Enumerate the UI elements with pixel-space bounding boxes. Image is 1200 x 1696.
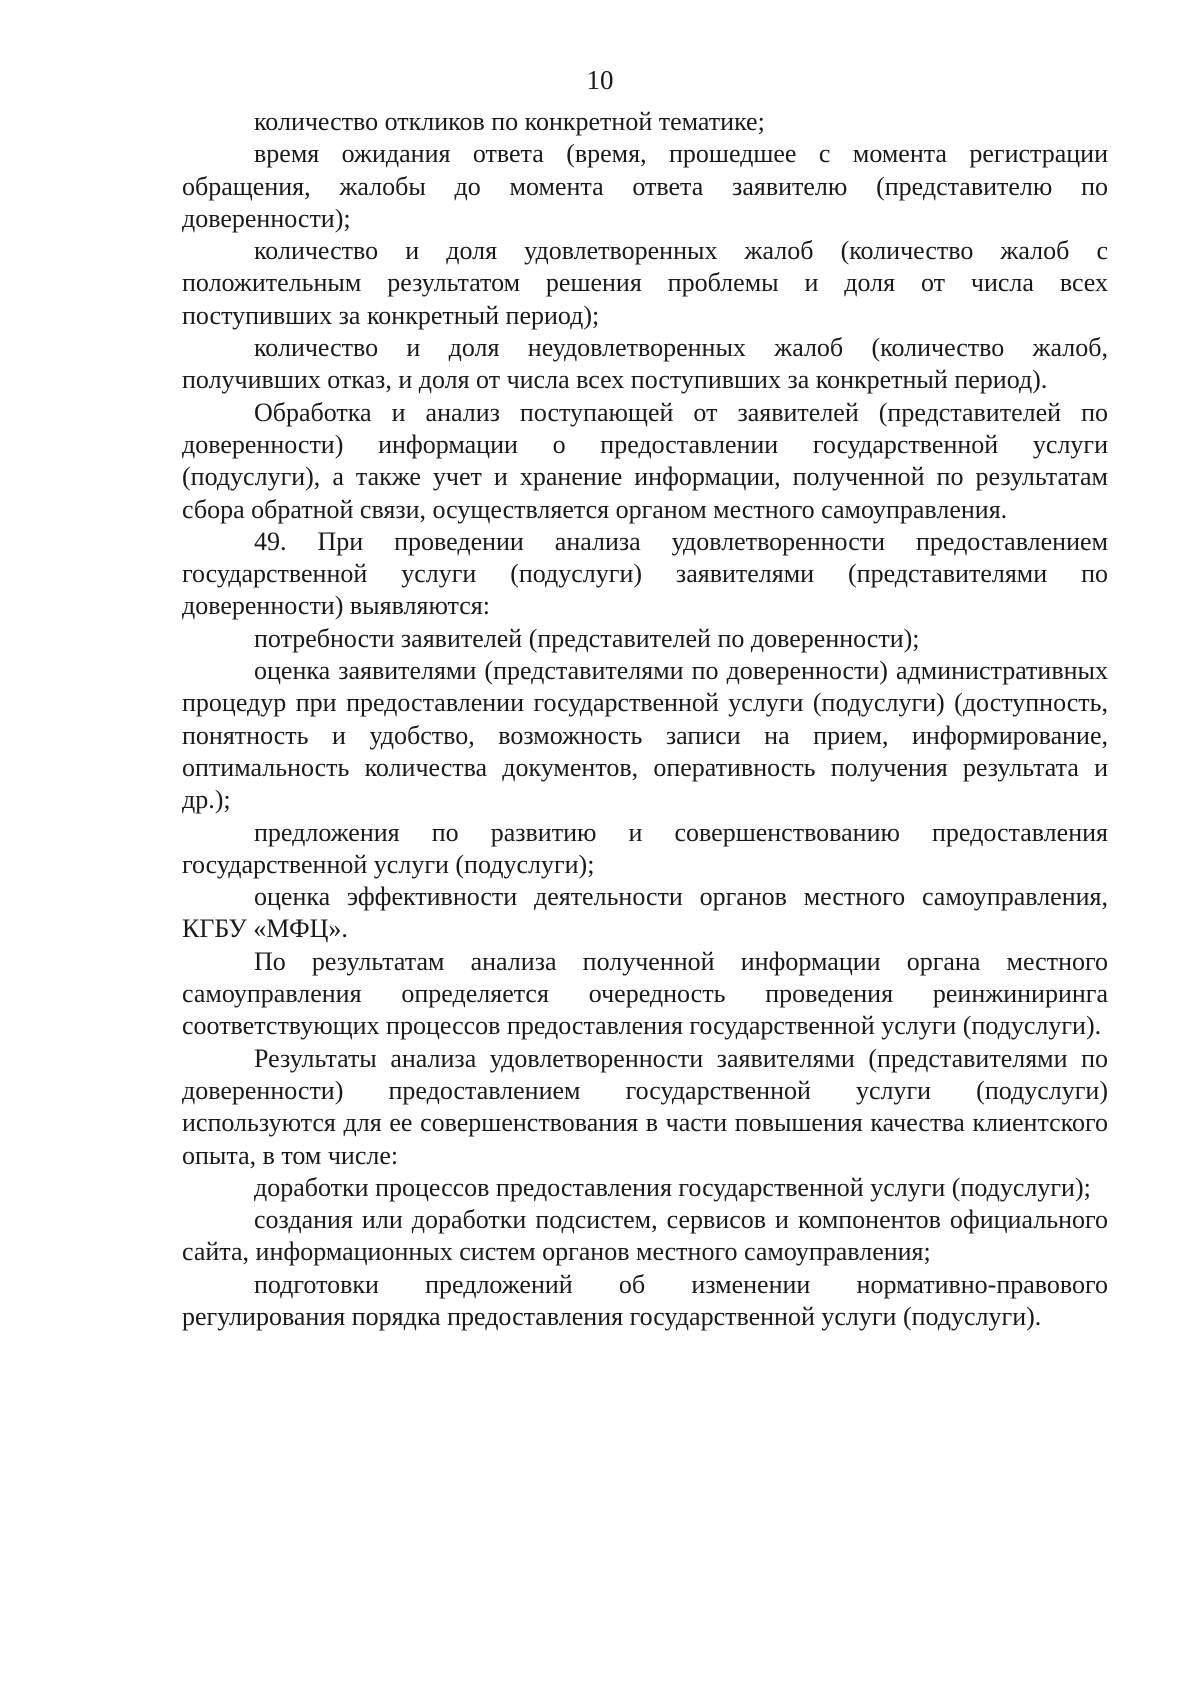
paragraph: количество и доля удовлетворенных жалоб (количество жалоб с положительным результатом решения проблемы и доля от числа всех поступивших за конкретный период); — [182, 236, 1108, 330]
paragraph: подготовки предложений об изменении нормативно-правового регулирования порядка предоставления государственной услуги (подуслуги). — [182, 1269, 1108, 1331]
paragraph: предложения по развитию и совершенствованию предоставления государственной услуги (подуслуги); — [182, 817, 1108, 879]
paragraph: По результатам анализа полученной информации органа местного самоуправления определяется очередность проведения реинжиниринга соответствующих процессов предоставления государственной услуги (подуслуги). — [182, 946, 1108, 1041]
paragraph: потребности заявителей (представителей по доверенности); — [254, 623, 920, 653]
page-number: 10 — [586, 65, 614, 95]
paragraph: 49. При проведении анализа удовлетворенности предоставлением государственной услуги (подуслуги) заявителями (представителями по доверенности) выявляются: — [182, 526, 1108, 621]
paragraph: Результаты анализа удовлетворенности заявителями (представителями по доверенности) предоставлением государственной услуги (подуслуги) используются для ее совершенствования в части повышения качества клиентского опыта, в том числе: — [182, 1043, 1108, 1170]
paragraph: создания или доработки подсистем, сервисов и компонентов официального сайта, информационных систем органов местного самоуправления; — [182, 1205, 1108, 1267]
document-body — [182, 106, 1108, 1333]
paragraph: количество и доля неудовлетворенных жалоб (количество жалоб, получивших отказ, и доля от числа всех поступивших за конкретный период). — [182, 333, 1108, 395]
paragraph: Обработка и анализ поступающей от заявителей (представителей по доверенности) информации о предоставлении государственной услуги (подуслуги), а также учет и хранение информации, полученной по результатам сбора обратной связи, осуществляется органом местного самоуправления. — [182, 397, 1108, 524]
paragraph: количество откликов по конкретной тематике; — [254, 107, 765, 136]
paragraph: оценка заявителями (представителями по доверенности) административных процедур при предоставлении государственной услуги (подуслуги) (доступность, понятность и удобство, возможность записи на прием, информирование, оптимальность количества документов, оперативность получения результата и др.); — [182, 656, 1108, 815]
paragraph: оценка эффективности деятельности органов местного самоуправления, КГБУ «МФЦ». — [182, 882, 1108, 944]
paragraph: время ожидания ответа (время, прошедшее с момента регистрации обращения, жалобы до момента ответа заявителю (представителю по доверенности); — [182, 139, 1108, 233]
paragraph: доработки процессов предоставления государственной услуги (подуслуги); — [254, 1172, 1091, 1202]
